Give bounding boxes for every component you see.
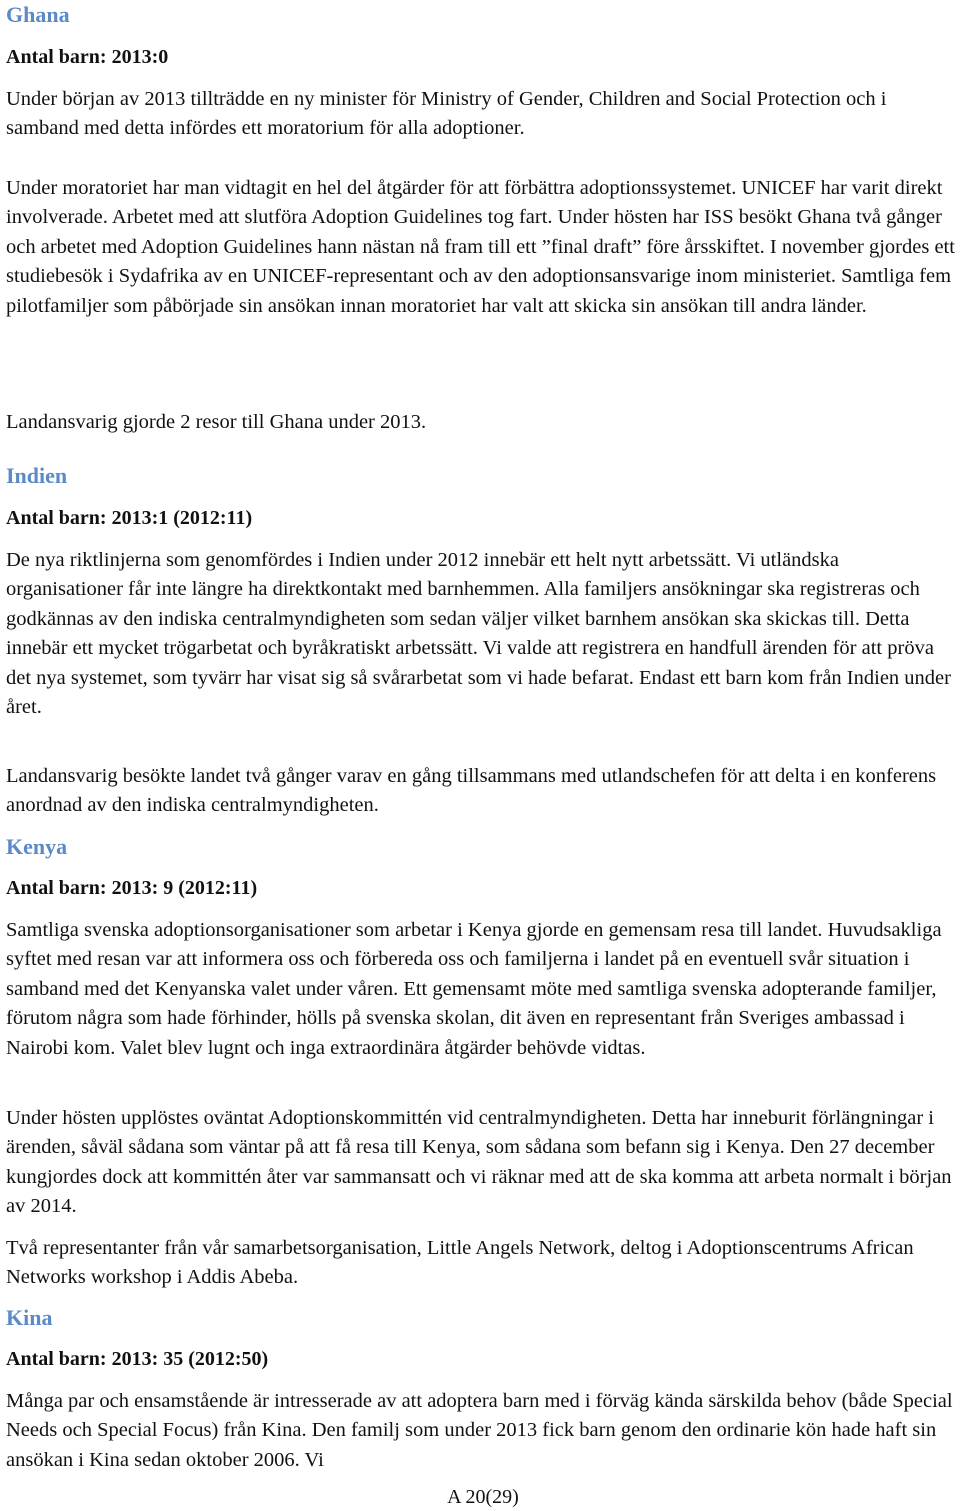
heading-indien: Indien (6, 463, 68, 488)
document-page (6, 0, 956, 1511)
paragraph-kenya-3: Två representanter från vår samarbetsorganisation, Little Angels Network, deltog i Adoptionscentrums African Networks workshop i Addis Abeba. (6, 1237, 914, 1289)
paragraph-ghana-1: Under början av 2013 tillträdde en ny minister för Ministry of Gender, Children and Social Protection och i samband med detta infördes ett moratorium för alla adoptioner. (6, 88, 887, 140)
page-number: A 20(29) (447, 1486, 519, 1508)
paragraph-ghana-3: Landansvarig gjorde 2 resor till Ghana under 2013. (6, 411, 427, 433)
paragraph-kina-1: Många par och ensamstående är intresserade av att adoptera barn med i förväg kända särskilda behov (både Special Needs och Special Focus) från Kina. Den familj som under 2013 fick barn genom den ordinarie kön hade haft sin ansökan i Kina sedan oktober 2006. Vi (6, 1390, 953, 1471)
count-indien: Antal barn: 2013:1 (2012:11) (6, 507, 253, 529)
paragraph-kenya-2: Under hösten upplöstes oväntat Adoptionskommittén vid centralmyndigheten. Detta har inneburit förlängningar i ärenden, såväl sådana som väntar på att få resa till Kenya, som sådana som befann sig i Kenya. Den 27 december kungjordes dock att kommittén åter var sammansatt och vi räknar med att de ska komma att arbeta normalt i början av 2014. (6, 1107, 952, 1218)
paragraph-indien-2: Landansvarig besökte landet två gånger varav en gång tillsammans med utlandschefen för att delta i en konferens anordnad av den indiska centralmyndigheten. (6, 765, 937, 817)
paragraph-ghana-2: Under moratoriet har man vidtagit en hel del åtgärder för att förbättra adoptionssystemet. UNICEF har varit direkt involverade. Arbetet med att slutföra Adoption Guidelines tog fart. Under hösten har ISS besökt Ghana två gånger och arbetet med Adoption Guidelines hann nästan nå fram till ett ”final draft” före årsskiftet. I november gjordes ett studiebesök i Sydafrika av en UNICEF-representant och av den adoptionsansvarige inom ministeriet. Samtliga fem pilotfamiljer som påbörjade sin ansökan innan moratoriet har valt att skicka sin ansökan till andra länder. (6, 177, 955, 317)
count-kenya: Antal barn: 2013: 9 (2012:11) (6, 877, 258, 899)
heading-kenya: Kenya (6, 834, 68, 859)
heading-kina: Kina (6, 1305, 53, 1330)
count-ghana: Antal barn: 2013:0 (6, 46, 169, 68)
paragraph-indien-1: De nya riktlinjerna som genomfördes i Indien under 2012 innebär ett helt nytt arbetssätt. Vi utländska organisationer får inte längre ha direktkontakt med barnhemmen. Alla familjers ansökningar ska registreras och godkännas av den indiska centralmyndigheten som sedan väljer vilket barnhem ansökan ska skickas till. Detta innebär ett mycket trögarbetat och byråkratiskt arbetssätt. Vi valde att registrera en handfull ärenden för att pröva det nya systemet, som tyvärr har visat sig så svårarbetat som vi hade befarat. Endast ett barn kom från Indien under året. (6, 549, 951, 719)
count-kina: Antal barn: 2013: 35 (2012:50) (6, 1348, 269, 1370)
heading-ghana: Ghana (6, 2, 70, 27)
paragraph-kenya-1: Samtliga svenska adoptionsorganisationer som arbetar i Kenya gjorde en gemensam resa till landet. Huvudsakliga syftet med resan var att informera oss och förbereda oss och familjerna i landet på en eventuell svår situation i samband med det Kenyanska valet under våren. Ett gemensamt möte med samtliga svenska adopterande familjer, förutom några som hade förhinder, hölls på svenska skolan, dit även en representant från Sveriges ambassad i Nairobi kom. Valet blev lugnt och inga extraordinära åtgärder behövde vidtas. (6, 919, 942, 1059)
